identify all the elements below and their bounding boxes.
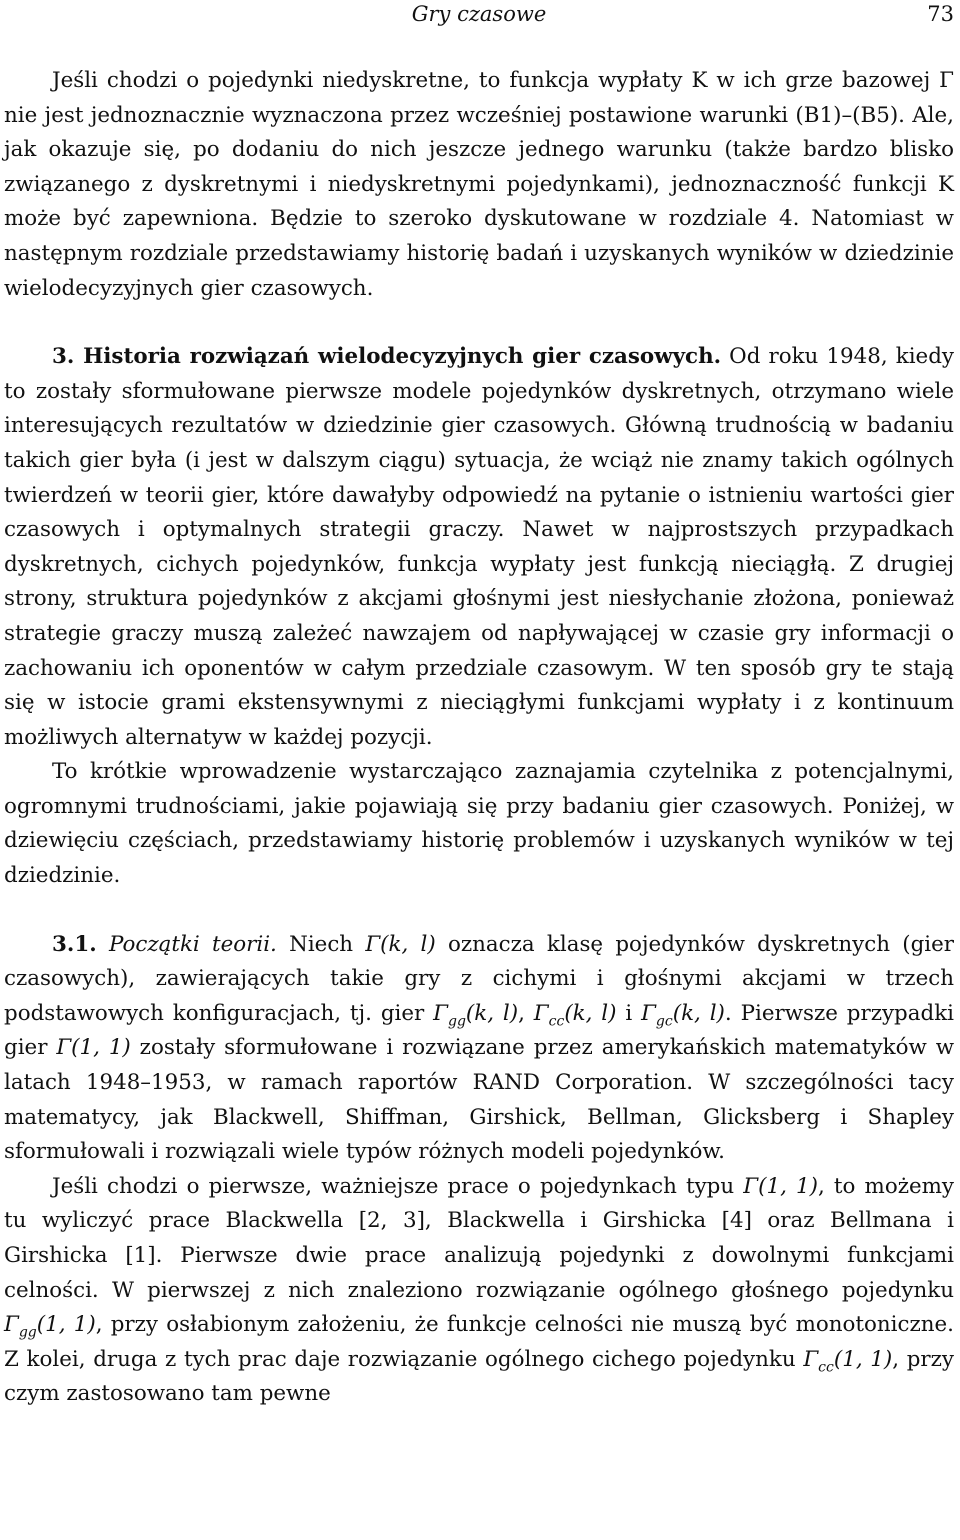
math-gamma: Γ — [533, 1000, 549, 1026]
text-run: , — [518, 1000, 534, 1026]
section-3-heading: 3. Historia rozwiązań wielodecyzyjnych gier czasowych. — [52, 344, 722, 370]
text-run: . Pierwsze przypadki gier — [4, 1000, 955, 1061]
math-args: (1, 1) — [36, 1312, 96, 1338]
math-args: (k, l) — [465, 1000, 519, 1026]
paragraph-introduction-summary: To krótkie wprowadzenie wystarczająco zaznajamia czytelnika z potencjalnymi, ogromnymi trudnościami, jakie pojawiają się przy badaniu gier czasowych. Poniżej, w dziewięciu częściach, przedstawiamy historię problemów i uzyskanych wyników w tej dziedzinie. — [4, 759, 954, 889]
section-3-1-number: 3.1. — [52, 931, 97, 957]
running-title: Gry czasowe — [411, 2, 547, 26]
text-run: zostały sformułowane i rozwiązane przez amerykańskich matematyków w latach 1948–1953, w ramach raportów RAND Corporation. W szczególności tacy matematycy, jak Blackwell, Shiffman, Girshick, Bellman, Glicksberg i Shapley sformułowali i rozwiązali wiele typów różnych modeli pojedynków. — [4, 1035, 955, 1165]
text-run: , przy osłabionym założeniu, że funkcje celności nie muszą być monotoniczne. Z kolei, druga z tych prac daje rozwiązanie ogólnego cichego pojedynku — [4, 1312, 954, 1372]
math-gamma: Γ — [641, 1000, 656, 1026]
math-sub-gc: gc — [655, 1013, 673, 1030]
math-args: (k, l) — [672, 1000, 725, 1026]
text-run: i — [616, 1000, 642, 1026]
text-run: , to możemy tu wyliczyć prace Blackwella [2, 3], Blackwella i Girshicka [4] oraz Bellmana i Girshicka [1]. Pierwsze dwie prace analizują pojedynki z dowolnymi funkcjami celności. W pierwszej z nich znaleziono rozwiązanie ogólnego głośnego pojedynku — [4, 1173, 954, 1303]
paragraph-intro: Jeśli chodzi o pojedynki niedyskretne, to funkcja wypłaty K w ich grze bazowej Γ nie jest jednoznacznie wyznaczona przez wcześniej postawione warunki (B1)–(B5). Ale, jak okazuje się, po dodaniu do nich jeszcze jednego warunku (także bardzo blisko związanego z dyskretnymi i niedyskretnymi pojedynkami), jednoznaczność funkcji K może być zapewniona. Będzie to szeroko dyskutowane w rozdziale 4. Natomiast w następnym rozdziale przedstawiamy historię badań i uzyskanych wyników w dziedzinie wielodecyzyjnych gier czasowych. — [4, 68, 954, 301]
math-gamma-11: Γ(1, 1) — [56, 1035, 131, 1061]
math-sub-cc: cc — [548, 1013, 565, 1030]
math-sub-gg: gg — [18, 1324, 37, 1341]
math-sub-gg: gg — [447, 1013, 466, 1030]
math-gamma-kl: Γ(k, l) — [365, 931, 436, 957]
math-args: (1, 1) — [833, 1346, 893, 1372]
math-gamma: Γ — [4, 1312, 19, 1338]
text-run: oznacza klasę pojedynków dyskretnych (gier czasowych), zawierających takie gry z cichymi i głośnymi akcjami w trzech podstawowych konfiguracjach, tj. gier — [4, 931, 954, 1026]
math-args: (k, l) — [564, 1000, 617, 1026]
paragraph-section-3 — [4, 340, 954, 755]
math-sub-cc: cc — [818, 1359, 834, 1376]
math-gamma: Γ — [433, 1000, 448, 1026]
section-3-1-title: Początki teorii. — [108, 931, 277, 957]
paragraph-section-3-1 — [4, 928, 954, 1170]
math-gamma-11: Γ(1, 1) — [743, 1173, 818, 1199]
text-run: Jeśli chodzi o pierwsze, ważniejsze prace o pojedynkach typu — [52, 1173, 744, 1199]
section-3-text: Od roku 1948, kiedy to zostały sformułowane pierwsze modele pojedynków dyskretnych, otrzymano wiele interesujących rezultatów w dziedzinie gier czasowych. Główną trudnością w badaniu takich gier była (i jest w dalszym ciągu) sytuacja, że wciąż nie znamy takich ogólnych twierdzeń w teorii gier, które dawałyby odpowiedź na pytanie o istnieniu wartości gier czasowych i optymalnych strategii graczy. Nawet w najprostszych przypadkach dyskretnych, cichych pojedynków, funkcja wypłaty jest funkcją nieciągłą. Z drugiej strony, struktura pojedynków z akcjami głośnymi jest niesłychanie złożona, ponieważ strategie graczy muszą zależeć nawzajem od napływającej w czasie gry informacji o zachowaniu ich oponentów w całym przedziale czasowym. W ten sposób gry te stają się w istocie grami ekstensywnymi z nieciągłymi funkcjami wypłaty i z kontinuum możliwych alternatyw w każdej pozycji. — [4, 344, 954, 750]
page-number: 73 — [927, 2, 954, 26]
page-body — [4, 64, 954, 1412]
paragraph-early-works — [4, 1170, 954, 1412]
running-header — [4, 0, 954, 30]
math-gamma: Γ — [803, 1346, 819, 1372]
text-run: Niech — [276, 931, 366, 957]
text-run: , przy czym zastosowano tam pewne — [4, 1346, 954, 1407]
